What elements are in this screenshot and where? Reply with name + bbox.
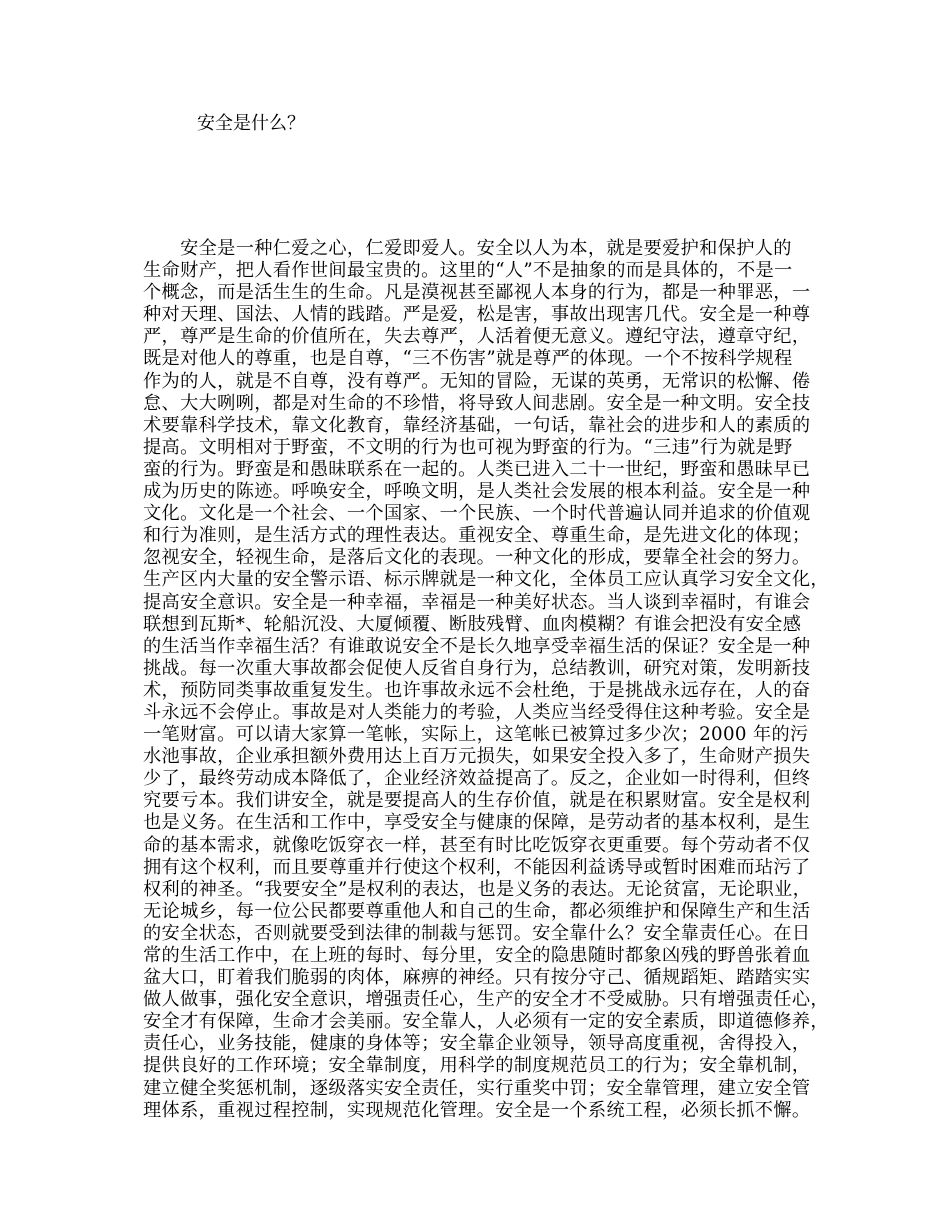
text-line: 建立健全奖惩机制，逐级落实安全责任，实行重奖中罚；安全靠管理，建立安全管 <box>143 1077 811 1099</box>
text-line: 做人做事，强化安全意识，增强责任心，生产的安全才不受威胁。只有增强责任心， <box>143 989 829 1011</box>
text-line: 常的生活工作中，在上班的每时、每分里，安全的隐患随时都象凶残的野兽张着血 <box>143 945 811 966</box>
text-line: 种对天理、国法、人情的践踏。严是爱，松是害，事故出现害几代。安全是一种尊 <box>143 304 811 326</box>
text-line: 既是对他人的尊重，也是自尊，“三不伤害”就是尊严的体现。一个不按科学规程 <box>143 348 793 370</box>
text-line: 文化。文化是一个社会、一个国家、一个民族、一个时代普遍认同并追求的价值观 <box>143 503 811 525</box>
text-line: 的安全状态，否则就要受到法律的制裁与惩罚。安全靠什么？安全靠责任心。在日 <box>143 922 811 944</box>
text-line: 挑战。每一次重大事故都会促使人反省自身行为，总结教训，研究对策，发明新技 <box>143 657 811 679</box>
text-line: 提高。文明相对于野蛮，不文明的行为也可视为野蛮的行为。“三违”行为就是野 <box>143 436 793 458</box>
text-line: 联想到瓦斯*、轮船沉没、大厦倾覆、断肢残臂、血肉模糊？有谁会把没有安全感 <box>143 613 802 635</box>
text-line: 究要亏本。我们讲安全，就是要提高人的生存价值，就是在积累财富。安全是权利 <box>143 790 811 812</box>
text-line: 生产区内大量的安全警示语、标示牌就是一种文化，全体员工应认真学习安全文化， <box>143 569 829 591</box>
text-line: 提高安全意识。安全是一种幸福，幸福是一种美好状态。当人谈到幸福时，有谁会 <box>143 591 811 613</box>
text-line: 提供良好的工作环境；安全靠制度，用科学的制度规范员工的行为；安全靠机制， <box>143 1055 811 1077</box>
text-line: 也是义务。在生活和工作中，享受安全与健康的保障，是劳动者的基本权利，是生 <box>143 812 811 834</box>
text-line: 蛮的行为。野蛮是和愚昧联系在一起的。人类已进入二十一世纪，野蛮和愚昧早已 <box>143 458 811 480</box>
text-line: 术要靠科学技术，靠文化教育，靠经济基础，一句话，靠社会的进步和人的素质的 <box>143 414 811 436</box>
body-paragraph <box>143 238 829 1122</box>
text-line: 权利的神圣。“我要安全”是权利的表达，也是义务的表达。无论贫富，无论职业， <box>143 878 812 900</box>
text-line: 的生活当作幸福生活？有谁敢说安全不是长久地享受幸福生活的保证？安全是一种 <box>143 635 811 657</box>
text-line: 理体系，重视过程控制，实现规范化管理。安全是一个系统工程，必须长抓不懈。 <box>143 1099 811 1121</box>
text-line: 和行为准则，是生活方式的理性表达。重视安全、尊重生命，是先进文化的体现； <box>143 525 811 547</box>
text-line: 生命财产，把人看作世间最宝贵的。这里的“人”不是抽象的而是具体的，不是一 <box>143 260 793 282</box>
text-line: 水池事故，企业承担额外费用达上百万元损失，如果安全投入多了，生命财产损失 <box>143 746 811 768</box>
text-line: 拥有这个权利，而且要尊重并行使这个权利，不能因利益诱导或暂时困难而玷污了 <box>143 856 811 878</box>
text-line: 盆大口，盯着我们脆弱的肉体，麻痹的神经。只有按分守己、循规蹈矩、踏踏实实 <box>143 967 811 989</box>
text-line: 怠、大大咧咧，都是对生命的不珍惜，将导致人间悲剧。安全是一种文明。安全技 <box>143 392 811 414</box>
text-line: 严，尊严是生命的价值所在，失去尊严，人活着便无意义。遵纪守法，遵章守纪， <box>143 326 811 348</box>
text-line: 无论城乡，每一位公民都要尊重他人和自己的生命，都必须维护和保障生产和生活 <box>143 900 811 922</box>
text-line: 个概念，而是活生生的生命。凡是漠视甚至鄙视人本身的行为，都是一种罪恶，一 <box>143 282 811 304</box>
text-line: 少了，最终劳动成本降低了，企业经济效益提高了。反之，企业如一时得利，但终 <box>143 768 811 790</box>
text-line: 成为历史的陈迹。呼唤安全，呼唤文明，是人类社会发展的根本利益。安全是一种 <box>143 481 811 503</box>
text-line: 斗永远不会停止。事故是对人类能力的考验，人类应当经受得住这种考验。安全是 <box>143 701 811 723</box>
text-line: 责任心，业务技能，健康的身体等；安全靠企业领导，领导高度重视，舍得投入， <box>143 1033 811 1055</box>
text-line: 忽视安全，轻视生命，是落后文化的表现。一种文化的形成，要靠全社会的努力。 <box>143 547 811 569</box>
text-line: 作为的人，就是不自尊，没有尊严。无知的冒险，无谋的英勇，无常识的松懈、倦 <box>143 370 811 392</box>
text-line: 术，预防同类事故重复发生。也许事故永远不会杜绝，于是挑战永远存在，人的奋 <box>143 679 811 701</box>
text-line: 安全是一种仁爱之心，仁爱即爱人。安全以人为本，就是要爱护和保护人的 <box>143 238 792 259</box>
text-line: 安全才有保障，生命才会美丽。安全靠人，人必须有一定的安全素质，即道德修养， <box>143 1011 829 1033</box>
document-title: 安全是什么？ <box>197 113 305 134</box>
text-line: 命的基本需求，就像吃饭穿衣一样，甚至有时比吃饭穿衣更重要。每个劳动者不仅 <box>143 834 811 856</box>
text-line: 一笔财富。可以请大家算一笔帐，实际上，这笔帐已被算过多少次；2000 年的污 <box>143 724 809 746</box>
